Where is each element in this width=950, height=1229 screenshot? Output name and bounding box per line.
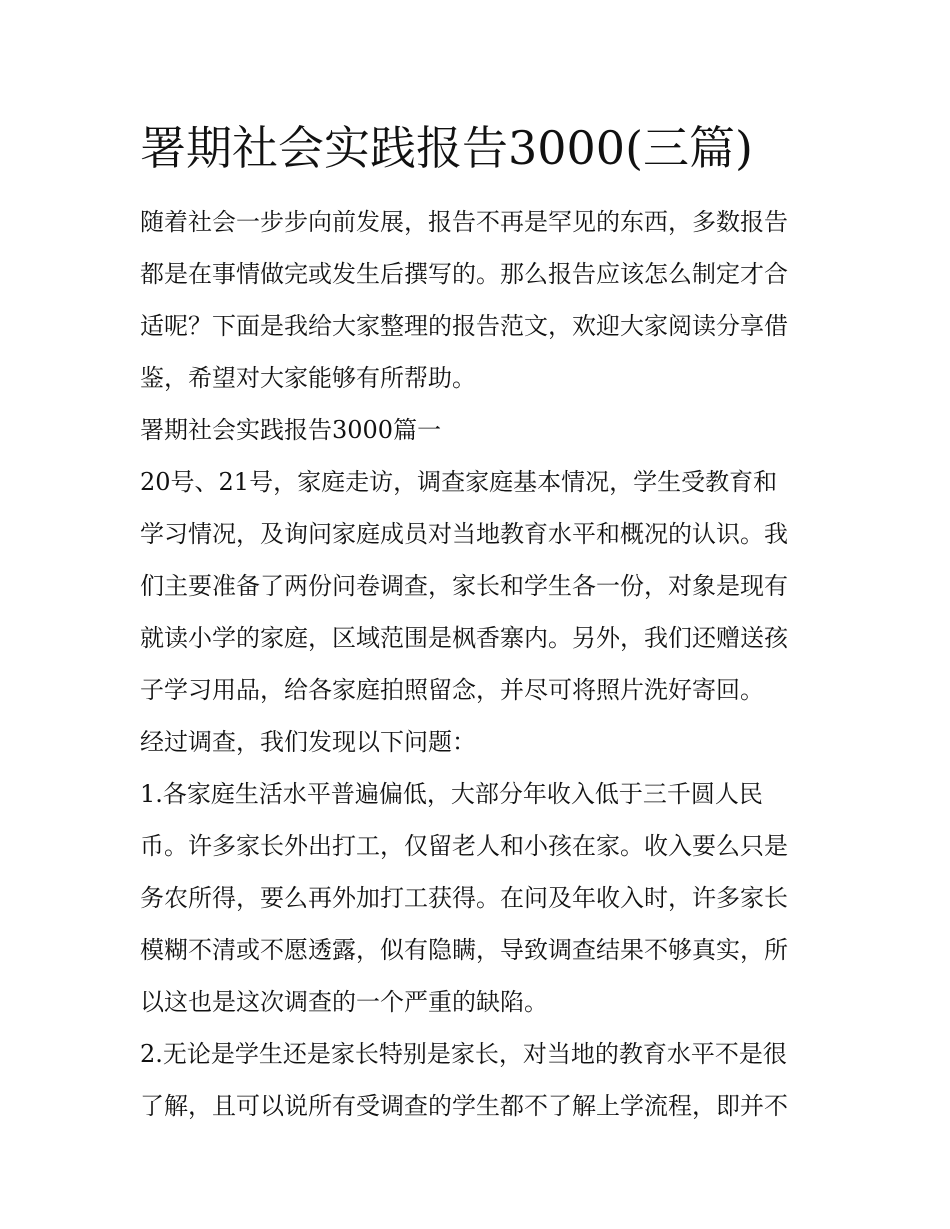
text-line: 经过调查，我们发现以下问题： [140, 728, 476, 756]
text-line: 适呢？下面是我给大家整理的报告范文，欢迎大家阅读分享借 [140, 312, 788, 340]
text-line: 都是在事情做完或发生后撰写的。那么报告应该怎么制定才合 [140, 260, 788, 288]
text-line: 鉴，希望对大家能够有所帮助。 [140, 364, 476, 392]
findings-intro [140, 716, 820, 768]
text-line: 学习情况，及询问家庭成员对当地教育水平和概况的认识。我 [140, 520, 788, 548]
document-title: 署期社会实践报告3000(三篇) [140, 121, 753, 175]
text-line: 模糊不清或不愿透露，似有隐瞒，导致调查结果不够真实，所 [140, 936, 788, 964]
text-line: 20号、21号，家庭走访，调查家庭基本情况，学生受教育和 [140, 468, 778, 496]
text-line: 就读小学的家庭，区域范围是枫香寨内。另外，我们还赠送孩 [140, 624, 788, 652]
text-line: 1.各家庭生活水平普遍偏低，大部分年收入低于三千圆人民 [140, 780, 763, 808]
text-line: 2.无论是学生还是家长特别是家长，对当地的教育水平不是很 [140, 1040, 787, 1068]
text-line: 务农所得，要么再外加打工获得。在问及年收入时，许多家长 [140, 884, 788, 912]
text-line: 们主要准备了两份问卷调查，家长和学生各一份，对象是现有 [140, 572, 788, 600]
text-line: 了解，且可以说所有受调查的学生都不了解上学流程，即并不 [140, 1092, 788, 1120]
intro-paragraph [140, 196, 820, 404]
section-heading [140, 404, 820, 456]
document-body [140, 112, 820, 1132]
text-line: 币。许多家长外出打工，仅留老人和小孩在家。收入要么只是 [140, 832, 788, 860]
text-line: 署期社会实践报告3000篇一 [140, 416, 442, 444]
text-line: 随着社会一步步向前发展，报告不再是罕见的东西，多数报告 [140, 208, 788, 236]
visit-paragraph [140, 456, 820, 716]
finding-2-paragraph [140, 1028, 820, 1132]
text-line: 子学习用品，给各家庭拍照留念，并尽可将照片洗好寄回。 [140, 676, 764, 704]
text-line: 以这也是这次调查的一个严重的缺陷。 [140, 988, 548, 1016]
finding-1-paragraph [140, 768, 820, 1028]
